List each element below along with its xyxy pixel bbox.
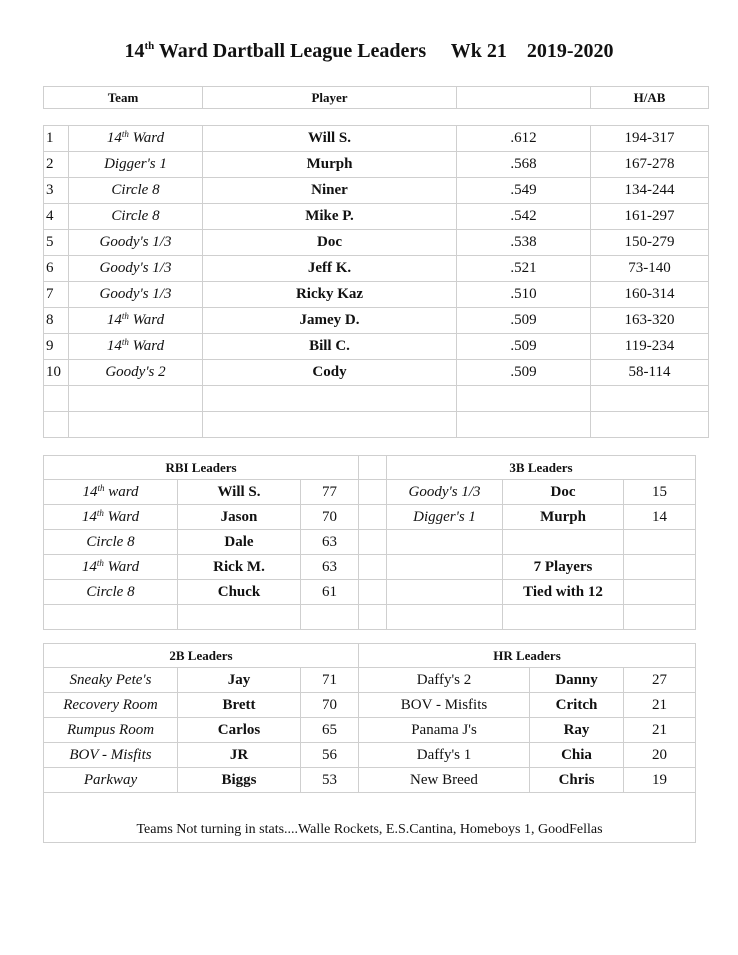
hr-value-cell: 27 — [624, 668, 696, 693]
rank-cell: 8 — [44, 308, 69, 334]
hr-value-cell: 21 — [624, 693, 696, 718]
team-cell: Circle 8 — [69, 204, 203, 230]
doubles-value-cell: 53 — [301, 768, 359, 793]
player-cell: Jamey D. — [203, 308, 457, 334]
player-column-header: Player — [203, 87, 457, 109]
triples-player-cell: Doc — [503, 480, 624, 505]
triples-value-cell — [624, 530, 696, 555]
rank-cell: 7 — [44, 282, 69, 308]
doubles-team-cell: Parkway — [44, 768, 178, 793]
empty-row — [44, 605, 696, 630]
rbi-value-cell: 63 — [301, 530, 359, 555]
rbi-player-cell: Jason — [178, 505, 301, 530]
hr-value-cell: 21 — [624, 718, 696, 743]
doubles-value-cell: 65 — [301, 718, 359, 743]
team-cell: 14th Ward — [69, 334, 203, 360]
hab-cell: 160-314 — [591, 282, 709, 308]
hr-value-cell: 20 — [624, 743, 696, 768]
triples-player-cell — [503, 530, 624, 555]
empty-row — [44, 386, 709, 412]
doubles-team-cell: Recovery Room — [44, 693, 178, 718]
triples-value-cell: 14 — [624, 505, 696, 530]
rbi-player-cell: Dale — [178, 530, 301, 555]
hab-cell: 150-279 — [591, 230, 709, 256]
main-header-table — [43, 86, 709, 109]
rank-cell: 1 — [44, 126, 69, 152]
rank-cell: 9 — [44, 334, 69, 360]
triples-player-cell: Tied with 12 — [503, 580, 624, 605]
table-row — [44, 308, 709, 334]
table-row — [44, 555, 696, 580]
2b-hr-table — [43, 643, 696, 843]
hab-cell: 163-320 — [591, 308, 709, 334]
avg-cell: .509 — [457, 360, 591, 386]
triples-team-cell — [387, 530, 503, 555]
doubles-team-cell: BOV - Misfits — [44, 743, 178, 768]
empty-row — [44, 412, 709, 438]
team-column-header: Team — [44, 87, 203, 109]
doubles-player-cell: Jay — [178, 668, 301, 693]
triples-value-cell — [624, 580, 696, 605]
player-cell: Jeff K. — [203, 256, 457, 282]
table-row — [44, 668, 696, 693]
player-cell: Murph — [203, 152, 457, 178]
avg-column-header — [457, 87, 591, 109]
table-row — [44, 230, 709, 256]
table-row — [44, 126, 709, 152]
triples-team-cell — [387, 555, 503, 580]
table-row — [44, 204, 709, 230]
table-row — [44, 693, 696, 718]
rbi-value-cell: 63 — [301, 555, 359, 580]
triples-team-cell — [387, 580, 503, 605]
rbi-player-cell: Will S. — [178, 480, 301, 505]
player-cell: Doc — [203, 230, 457, 256]
avg-cell: .612 — [457, 126, 591, 152]
table-row — [44, 718, 696, 743]
doubles-value-cell: 56 — [301, 743, 359, 768]
rbi-value-cell: 61 — [301, 580, 359, 605]
rank-cell: 6 — [44, 256, 69, 282]
team-cell: Goody's 1/3 — [69, 256, 203, 282]
hr-leaders-header: HR Leaders — [359, 644, 696, 668]
hab-cell: 167-278 — [591, 152, 709, 178]
rbi-player-cell: Rick M. — [178, 555, 301, 580]
table-row — [44, 178, 709, 204]
player-cell: Cody — [203, 360, 457, 386]
avg-cell: .521 — [457, 256, 591, 282]
triples-team-cell: Digger's 1 — [387, 505, 503, 530]
team-cell: 14th Ward — [69, 126, 203, 152]
table-row — [44, 282, 709, 308]
table-row — [44, 256, 709, 282]
triples-player-cell: 7 Players — [503, 555, 624, 580]
hab-cell: 134-244 — [591, 178, 709, 204]
rank-cell: 4 — [44, 204, 69, 230]
player-cell: Niner — [203, 178, 457, 204]
team-cell: Goody's 1/3 — [69, 230, 203, 256]
avg-cell: .538 — [457, 230, 591, 256]
team-cell: Goody's 2 — [69, 360, 203, 386]
triples-team-cell: Goody's 1/3 — [387, 480, 503, 505]
doubles-value-cell: 70 — [301, 693, 359, 718]
hr-team-cell: Daffy's 1 — [359, 743, 530, 768]
hr-player-cell: Chris — [530, 768, 624, 793]
table-row — [44, 152, 709, 178]
rbi-3b-table — [43, 455, 696, 630]
hab-cell: 73-140 — [591, 256, 709, 282]
section-header-row — [44, 644, 696, 668]
hab-cell: 58-114 — [591, 360, 709, 386]
rbi-team-cell: Circle 8 — [44, 530, 178, 555]
avg-cell: .510 — [457, 282, 591, 308]
player-cell: Bill C. — [203, 334, 457, 360]
table-row — [44, 743, 696, 768]
rbi-player-cell: Chuck — [178, 580, 301, 605]
table-row — [44, 480, 696, 505]
hab-column-header: H/AB — [591, 87, 709, 109]
triples-leaders-header: 3B Leaders — [387, 456, 696, 480]
hab-cell: 161-297 — [591, 204, 709, 230]
table-row — [44, 768, 696, 793]
rbi-value-cell: 70 — [301, 505, 359, 530]
hr-player-cell: Chia — [530, 743, 624, 768]
rank-cell: 5 — [44, 230, 69, 256]
rbi-team-cell: 14th Ward — [44, 505, 178, 530]
rbi-team-cell: Circle 8 — [44, 580, 178, 605]
doubles-team-cell: Sneaky Pete's — [44, 668, 178, 693]
hr-team-cell: Daffy's 2 — [359, 668, 530, 693]
doubles-player-cell: Carlos — [178, 718, 301, 743]
team-cell: 14th Ward — [69, 308, 203, 334]
avg-cell: .509 — [457, 334, 591, 360]
table-row — [44, 530, 696, 555]
player-cell: Will S. — [203, 126, 457, 152]
hab-cell: 119-234 — [591, 334, 709, 360]
avg-cell: .542 — [457, 204, 591, 230]
doubles-player-cell: Brett — [178, 693, 301, 718]
hr-player-cell: Critch — [530, 693, 624, 718]
rank-cell: 3 — [44, 178, 69, 204]
avg-cell: .549 — [457, 178, 591, 204]
team-cell: Circle 8 — [69, 178, 203, 204]
hr-value-cell: 19 — [624, 768, 696, 793]
rank-cell: 10 — [44, 360, 69, 386]
avg-cell: .568 — [457, 152, 591, 178]
triples-player-cell: Murph — [503, 505, 624, 530]
hr-team-cell: New Breed — [359, 768, 530, 793]
table-row — [44, 505, 696, 530]
rbi-team-cell: 14th ward — [44, 480, 178, 505]
table-row — [44, 360, 709, 386]
avg-cell: .509 — [457, 308, 591, 334]
team-cell: Goody's 1/3 — [69, 282, 203, 308]
doubles-player-cell: Biggs — [178, 768, 301, 793]
doubles-value-cell: 71 — [301, 668, 359, 693]
player-cell: Ricky Kaz — [203, 282, 457, 308]
hr-player-cell: Ray — [530, 718, 624, 743]
page-title: 14th Ward Dartball League Leaders Wk 21 2019-2020 — [124, 40, 614, 62]
rbi-value-cell: 77 — [301, 480, 359, 505]
hr-team-cell: Panama J's — [359, 718, 530, 743]
table-row — [44, 580, 696, 605]
hr-team-cell: BOV - Misfits — [359, 693, 530, 718]
triples-value-cell: 15 — [624, 480, 696, 505]
player-cell: Mike P. — [203, 204, 457, 230]
triples-value-cell — [624, 555, 696, 580]
doubles-leaders-header: 2B Leaders — [44, 644, 359, 668]
table-row — [44, 334, 709, 360]
rank-cell: 2 — [44, 152, 69, 178]
section-header-row — [44, 456, 696, 480]
team-cell: Digger's 1 — [69, 152, 203, 178]
batting-leaders-table — [43, 125, 709, 438]
hr-player-cell: Danny — [530, 668, 624, 693]
rbi-leaders-header: RBI Leaders — [44, 456, 359, 480]
hab-cell: 194-317 — [591, 126, 709, 152]
footer-note: Teams Not turning in stats....Walle Rockets, E.S.Cantina, Homeboys 1, GoodFellas — [44, 793, 696, 843]
doubles-team-cell: Rumpus Room — [44, 718, 178, 743]
doubles-player-cell: JR — [178, 743, 301, 768]
rbi-team-cell: 14th Ward — [44, 555, 178, 580]
